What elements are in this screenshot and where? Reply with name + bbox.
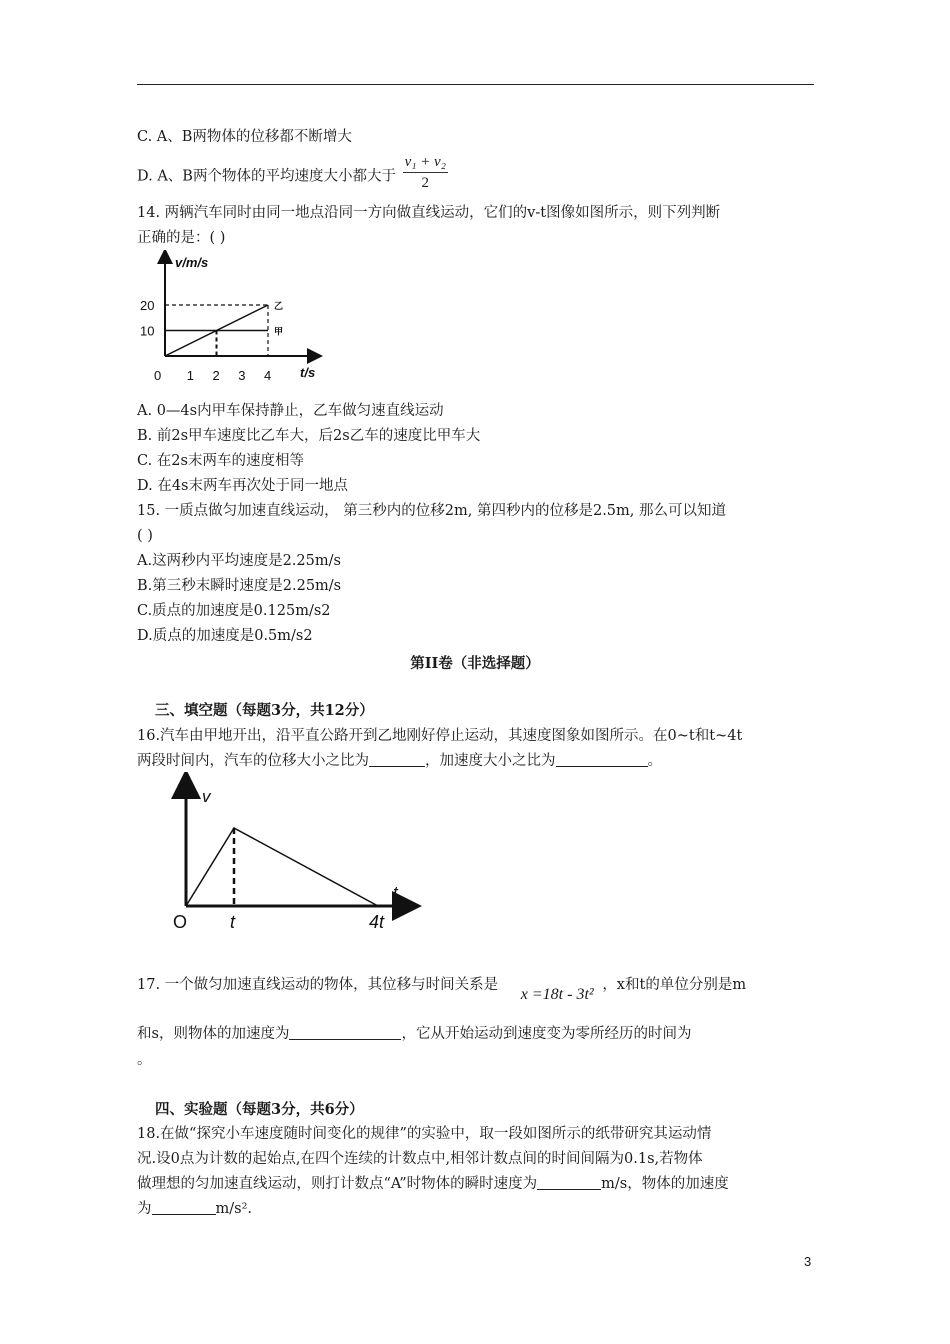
answer-blank[interactable] [289, 1025, 401, 1040]
q14-stem-line1: 14. 两辆汽车同时由同一地点沿同一方向做直线运动，它们的v-t图像如图所示，则下列判断 [137, 205, 721, 221]
x-tick-label: 3 [238, 368, 246, 383]
q13-option-d-text: D. A、B两个物体的平均速度大小都大于 [137, 168, 396, 185]
section3-title: 三、填空题（每题3分，共12分） [155, 702, 374, 719]
q15-option-d: D.质点的加速度是0.5m/s2 [137, 628, 313, 644]
q18-stem-line1: 18.在做“探究小车速度随时间变化的规律”的实验中，取一段如图所示的纸带研究其运动情 [137, 1126, 712, 1142]
x-tick-label: t [230, 912, 236, 932]
q17-stem-line1 [137, 975, 747, 1003]
x-tick-label: 1 [186, 368, 194, 383]
y-axis-label: v/m/s [175, 255, 209, 270]
q17-text-4: ，它从开始运动到速度变为零所经历的时间为 [401, 1026, 692, 1042]
q16-stem-line2 [137, 751, 662, 771]
series-line-1 [186, 828, 378, 906]
fraction [403, 152, 448, 193]
q18-stem-line3 [137, 1174, 729, 1194]
y-tick-label: 20 [140, 298, 155, 313]
vt-chart-1 [135, 250, 325, 390]
fraction-denominator: 2 [421, 175, 429, 191]
x-tick-label: 4t [369, 912, 385, 932]
section4-title: 四、实验题（每题3分，共6分） [155, 1101, 364, 1118]
vt-chart-2 [165, 772, 425, 937]
x-axis-label: t [393, 883, 398, 902]
q13-option-c: C. A、B两物体的位移都不断增大 [137, 129, 352, 145]
q16-text-3: 。 [647, 753, 662, 769]
q17-equation: x =18t - 3t² [520, 986, 594, 1003]
series-label-2: 乙 [274, 301, 284, 311]
answer-blank[interactable] [556, 752, 648, 767]
x-tick-label: 2 [212, 368, 220, 383]
y-tick-label: 10 [140, 323, 155, 339]
q15-option-a: A.这两秒内平均速度是2.25m/s [137, 553, 341, 569]
q14-option-a: A. 0—4s内甲车保持静止，乙车做匀速直线运动 [137, 403, 444, 419]
q15-option-b: B.第三秒末瞬时速度是2.25m/s [137, 578, 342, 594]
q15-stem-line2: ( ) [137, 528, 153, 544]
y-axis-label: v [202, 787, 211, 806]
q18-stem-line4 [137, 1199, 252, 1219]
answer-blank[interactable] [369, 752, 425, 767]
x-axis-label: t/s [300, 365, 316, 380]
q15-stem-line1: 15. 一质点做匀加速直线运动， 第三秒内的位移2m, 第四秒内的位移是2.5m, 那么可以知道 [137, 503, 726, 519]
header-rule [137, 84, 814, 85]
answer-blank[interactable] [152, 1200, 216, 1215]
q17-stem-line2 [137, 1024, 691, 1044]
q15-option-c: C.质点的加速度是0.125m/s2 [137, 603, 331, 619]
series-label-1: 甲 [274, 326, 284, 337]
answer-blank[interactable] [537, 1175, 601, 1190]
q13-option-d [137, 154, 448, 193]
q14-option-d: D. 在4s末两车再次处于同一地点 [137, 478, 348, 494]
q16-stem-line1: 16.汽车由甲地开出，沿平直公路开到乙地刚好停止运动，其速度图象如图所示。在0~t和t~4t [137, 728, 743, 744]
q18-text-2: m/s，物体的加速度 [601, 1176, 729, 1192]
fraction-numerator: v₁ + v₂ [403, 152, 448, 173]
q17-text-2: ，x和t的单位分别是m [602, 977, 747, 993]
q14-stem-line2: 正确的是：( ) [137, 230, 226, 246]
page-number: 3 [804, 1254, 812, 1269]
x-tick-label: 4 [264, 368, 272, 383]
q17-text-1: 17. 一个做匀加速直线运动的物体，其位移与时间关系是 [137, 977, 499, 993]
q14-option-c: C. 在2s末两车的速度相等 [137, 453, 304, 469]
q18-text-3: 为 [137, 1201, 152, 1217]
x-tick-label: 0 [154, 368, 162, 383]
q16-text-1: 两段时间内，汽车的位移大小之比为 [137, 753, 369, 769]
q17-stem-line3: 。 [137, 1052, 152, 1068]
q18-text-4: m/s². [215, 1201, 252, 1217]
q16-text-2: ，加速度大小之比为 [425, 753, 556, 769]
x-tick-label: O [173, 912, 188, 932]
q18-stem-line2: 况.设0点为计数的起始点,在四个连续的计数点中,相邻计数点间的时间间隔为0.1s,若物体 [137, 1151, 703, 1167]
q14-option-b: B. 前2s甲车速度比乙车大，后2s乙车的速度比甲车大 [137, 428, 481, 444]
part2-title: 第II卷（非选择题） [410, 655, 540, 672]
q18-text-1: 做理想的匀加速直线运动，则打计数点“A”时物体的瞬时速度为 [137, 1176, 538, 1192]
q17-text-3: 和s，则物体的加速度为 [137, 1026, 290, 1042]
